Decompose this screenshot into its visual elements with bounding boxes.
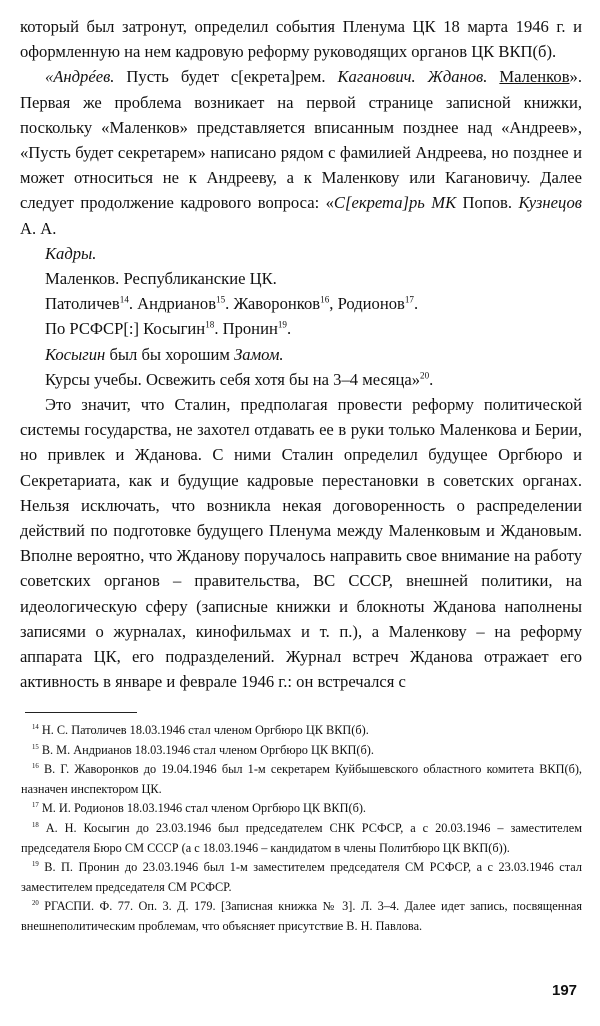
cadres-line: Маленков. Республиканские ЦК.	[45, 269, 277, 289]
page-number: 197	[552, 982, 578, 999]
analysis-paragraph: Это значит, что Сталин, предполагая провести реформу политической системы государства, не захотел отдавать ее в руки только Маленкова и Берии, но привлек и Жданова. С ними Сталин определил будущее Оргбюро и Секретариата, как и будущие кадровые перестановки в советских органах. Нельзя исключать, что возникла некая договоренность о распределении действий по подготовке будущего Пленума между Маленковым и Ждановым. Вполне вероятно, что Жданову поручалось направить свое внимание на работу советских органов – правительства, ВС СССР, внешней политики, на идеологическую сферу (записные книжки и блокноты Жданова наполнены записями о журналах, кинофильмах и т. п.), а Маленкову – на реформу аппарата ЦК, его подразделений. Журнал встреч Жданова отражает его активность в январе и феврале 1946 г.: он встречался с	[20, 395, 582, 692]
footnote-number: 14	[32, 723, 39, 731]
footnote: $^{19}$ В. П. Пронин до 23.03.1946 был 1-м заместителем председателя СМ РСФСР, а с 23.03.1946 стал заместителем председателя СМ РСФСР.	[21, 860, 582, 894]
footnote-ref: 19	[277, 319, 287, 330]
cadres-line: Патоличев$^{14}$. Андрианов$^{15}$. Жаворонков$^{16}$, Родионов$^{17}$.	[45, 294, 419, 314]
footnote-number: 17	[32, 802, 39, 810]
footnote-number: 20	[32, 900, 39, 908]
footnote: $^{17}$ М. И. Родионов 18.03.1946 стал членом Оргбюро ЦК ВКП(б).	[32, 801, 367, 816]
footnote: $^{18}$ А. Н. Косыгин до 23.03.1946 был председателем СНК РСФСР, а с 20.03.1946 – заместителем председателя Бюро СМ СССР (а с 18.03.1946 – кандидатом в члены Политбюро ЦК ВКП(б)).	[21, 820, 582, 855]
footnote-number: 18	[32, 821, 39, 829]
footnote-ref: 16	[320, 294, 330, 305]
footnote-number: 15	[32, 743, 39, 751]
cadres-line: Курсы учебы. Освежить себя хотя бы на 3–4 месяца»$^{20}$.	[45, 369, 434, 389]
footnote-number: 19	[32, 861, 39, 869]
footnote-ref: 14	[119, 294, 129, 305]
footnote-number: 16	[32, 763, 39, 771]
cadres-line: По РСФСР[:] Косыгин$^{18}$. Пронин$^{19}$.	[45, 319, 292, 339]
cadres-heading: Кадры.	[45, 243, 97, 263]
footnote: $^{15}$ В. М. Андрианов 18.03.1946 стал членом Оргбюро ЦК ВКП(б).	[32, 742, 374, 757]
footnotes	[21, 721, 582, 937]
main-text	[20, 14, 582, 694]
footnote-divider	[25, 712, 137, 713]
cadres-line: Косыгин был бы хорошим Замом.	[45, 344, 284, 364]
footnote-ref: 15	[216, 294, 226, 305]
footnote: $^{14}$ Н. С. Патоличев 18.03.1946 стал членом Оргбюро ЦК ВКП(б).	[32, 723, 369, 737]
footnote: $^{20}$ РГАСПИ. Ф. 77. Оп. 3. Д. 179. [Записная книжка № 3]. Л. 3–4. Далее идет запись, посвященная внешнеполитическим проблемам, что объясняет присутствие В. Н. Павлова.	[21, 899, 583, 933]
footnote: $^{16}$ В. Г. Жаворонков до 19.04.1946 был 1-м секретарем Куйбышевского областного комитета ВКП(б), назначен инспектором ЦК.	[21, 762, 583, 796]
footnote-ref: 17	[404, 294, 414, 305]
footnote-ref: 18	[205, 319, 215, 330]
quote-paragraph: «Андрéев. Пусть будет с[екрета]рем. Каганович. Жданов. Маленков». Первая же проблема возникает на первой странице записной книжки, поскольку «Маленков» представляется вписанным позднее над «Андреев», «Пусть будет секретарем» написано рядом с фамилией Андреева, но позднее и может относиться не к Андрееву, а к Маленкову или Кагановичу. Далее следует продолжение кадрового вопроса: «С[екрета]рь МК Попов. Кузнецов А. А.	[20, 67, 582, 238]
intro-paragraph: который был затронут, определил события Пленума ЦК 18 марта 1946 г. и оформленную на нем кадровую реформу руководящих органов ЦК ВКП(б).	[20, 17, 582, 62]
footnote-ref: 20	[420, 370, 430, 381]
